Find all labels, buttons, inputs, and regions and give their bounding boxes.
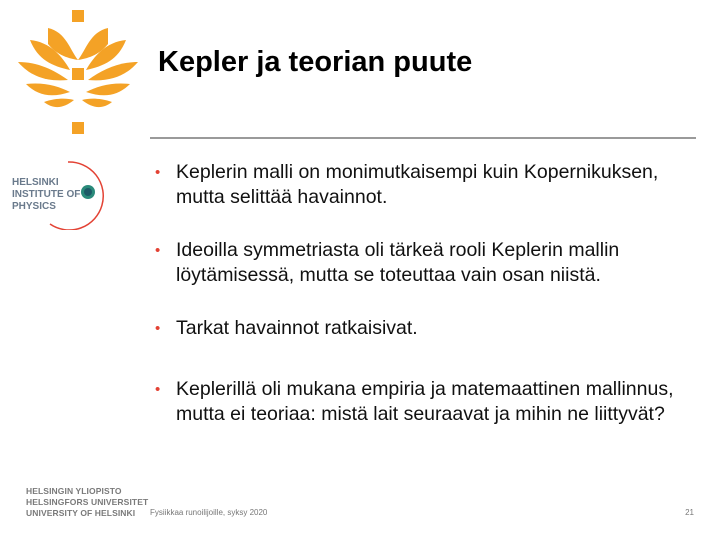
bullet-marker: • — [155, 242, 161, 259]
hip-logo — [10, 158, 125, 230]
bullet-text: Keplerillä oli mukana empiria ja matemaattinen mallinnus, mutta ei teoriaa: mistä lait seuraavat ja mihin ne liittyvät? — [176, 378, 674, 425]
bullet-item — [152, 160, 702, 210]
bullet-list — [152, 160, 702, 455]
hip-logo-line-3: PHYSICS — [12, 201, 56, 212]
hip-logo-line-1: HELSINKI — [12, 177, 59, 188]
footer-text: Fysiikkaa runoilijoille, syksy 2020 — [150, 508, 268, 517]
university-name-fi: HELSINGIN YLIOPISTO — [26, 486, 122, 496]
bullet-item — [152, 377, 702, 427]
university-name-en: UNIVERSITY OF HELSINKI — [26, 508, 136, 518]
university-name-sv: HELSINGFORS UNIVERSITET — [26, 497, 149, 507]
bullet-marker: • — [155, 164, 161, 181]
title-divider — [150, 137, 696, 139]
bullet-item — [152, 316, 702, 341]
bullet-marker: • — [155, 381, 161, 398]
university-flame-logo — [8, 4, 148, 144]
bullet-text: Keplerin malli on monimutkaisempi kuin Kopernikuksen, mutta selittää havainnot. — [176, 161, 659, 208]
bullet-text: Ideoilla symmetriasta oli tärkeä rooli Keplerin mallin löytämisessä, mutta se toteuttaa vain osan niistä. — [176, 239, 620, 286]
bullet-item — [152, 238, 702, 288]
bullet-marker: • — [155, 320, 161, 337]
page-number: 21 — [685, 508, 694, 517]
university-name-logo — [26, 486, 148, 519]
hip-logo-line-2: INSTITUTE OF — [12, 189, 81, 200]
slide-title: Kepler ja teorian puute — [158, 46, 473, 78]
bullet-text: Tarkat havainnot ratkaisivat. — [176, 317, 418, 339]
